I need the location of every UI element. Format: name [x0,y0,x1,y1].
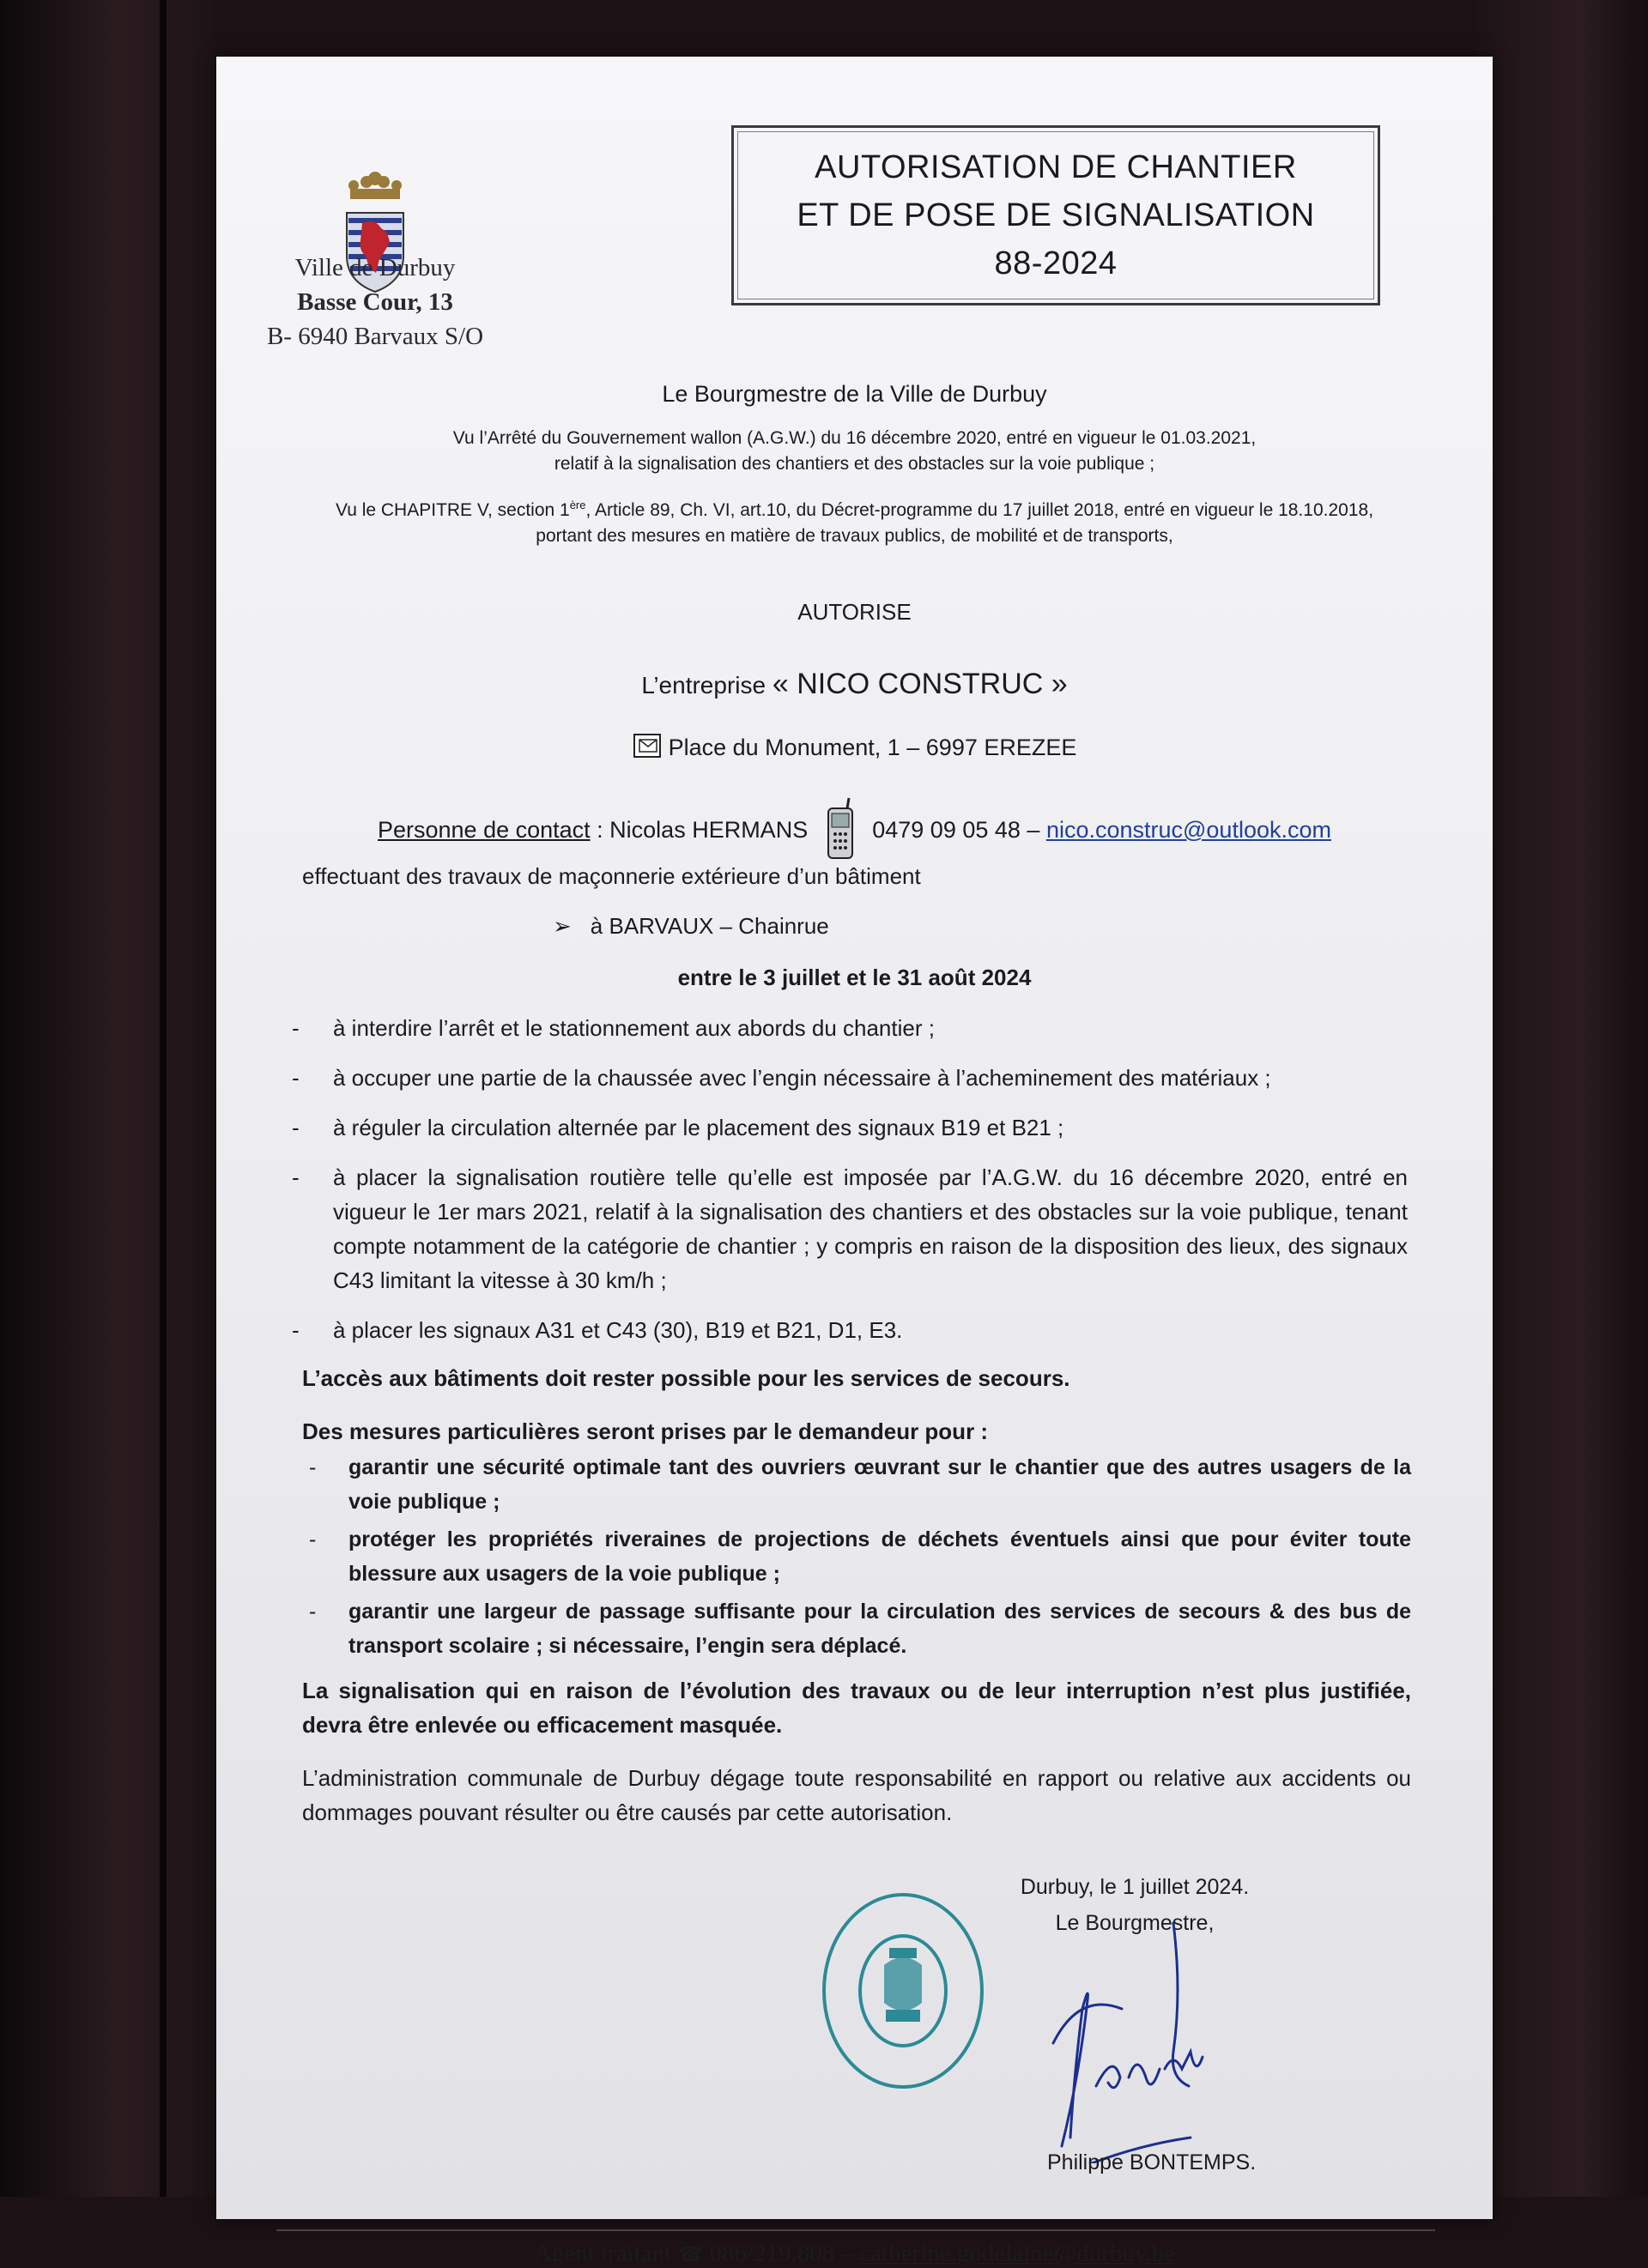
signage-removal-note: La signalisation qui en raison de l’évolution des travaux ou de leur interruption n’est plus justifiée, devra être enlevée ou efficacement masquée. [302,1678,1411,1738]
authorization-item: - à placer les signaux A31 et C43 (30), B19 et B21, D1, E3. [292,1313,1408,1347]
authorization-item: - à réguler la circulation alternée par le placement des signaux B19 et B21 ; [292,1110,1408,1145]
authorization-item: - à occuper une partie de la chaussée avec l’engin nécessaire à l’acheminement des matériaux ; [292,1061,1408,1095]
consideration-2-part-b: , Article 89, Ch. VI, art.10, du Décret-programme du 17 juillet 2018, entré en vigueur le 18.10.2018, [585,500,1374,520]
emergency-access-note: L’accès aux bâtiments doit rester possible pour les services de secours. [302,1365,1070,1391]
company-name: « NICO CONSTRUC » [772,668,1068,700]
signature-role: Le Bourgmestre, [1055,1911,1215,1935]
authorization-list [292,1011,1408,1363]
work-location: à BARVAUX – Chainrue [590,913,829,939]
authority-heading: Le Bourgmestre de la Ville de Durbuy [662,381,1047,407]
arrow-bullet-icon: ➢ [553,913,572,939]
contact-label: Personne de contact [377,817,591,843]
address-line1: Basse Cour, 13 [297,288,453,316]
title-line2: ET DE POSE DE SIGNALISATION [797,197,1315,233]
footer-divider [276,2229,1435,2231]
contact-phone: 0479 09 05 48 – [872,817,1040,843]
consideration-1-line2: relatif à la signalisation des chantiers et des obstacles sur la voie publique ; [554,454,1155,474]
authorizes-heading: AUTORISE [797,599,912,625]
municipality-name: Ville de Durbuy [294,254,456,281]
consideration-2 [216,493,1493,549]
background-right [1476,0,1648,2197]
measure-item: - garantir une largeur de passage suffisante pour la circulation des services de secours & des bus de transport scolaire ; si nécessaire, l’engin sera déplacé. [302,1594,1411,1663]
footer-label: Agent traitant [533,2240,672,2267]
title-box [731,125,1380,305]
title-line1: AUTORISATION DE CHANTIER [815,149,1297,185]
authorization-item: - à placer la signalisation routière telle qu’elle est imposée par l’A.G.W. du 16 décembre 2020, entré en vigueur le 1er mars 2021, relatif à la signalisation des chantiers et des obstacles sur la voie publique, tenant compte notamment de la catégorie de chantier ; y compris en raison de la disposition des lieux, des signaux C43 limitant la vitesse à 30 km/h ; [292,1160,1408,1297]
measures-list [302,1450,1411,1666]
signature-place-date: Durbuy, le 1 juillet 2024. [1020,1875,1250,1899]
consideration-1 [216,426,1493,477]
telephone-icon: ☎ [677,2244,704,2266]
footer-email-link[interactable]: catherine.godelaine@durbuy.be [859,2240,1176,2267]
authorization-number: 88-2024 [994,245,1118,281]
measures-intro: Des mesures particulières seront prises par le demandeur pour : [302,1418,989,1444]
handwritten-signature [1036,1914,1259,2163]
company-address-line [216,733,1493,761]
footer-phone: 086/219.808 – [709,2240,854,2267]
work-description: effectuant des travaux de maçonnerie extérieure d’un bâtiment [302,863,921,889]
company-address: Place du Monument, 1 – 6997 EREZEE [668,735,1077,760]
consideration-2-line2: portant des mesures en matière de travaux publics, de mobilité et de transports, [536,526,1173,546]
background-left [0,0,215,2197]
liability-note: L’administration communale de Durbuy dégage toute responsabilité en rapport ou relative aux accidents ou dommages pouvant résulter ou être causés par cette autorisation. [302,1765,1411,1825]
work-location-line [553,913,829,940]
official-stamp [817,1888,989,2094]
address-line2: B- 6940 Barvaux S/O [266,323,484,350]
contact-email-link[interactable]: nico.construc@outlook.com [1045,817,1331,843]
contact-name: : Nicolas HERMANS [590,817,809,843]
envelope-icon [633,733,662,759]
footer [216,2240,1493,2268]
measure-item: - protéger les propriétés riveraines de projections de déchets éventuels ainsi que pour éviter toute blessure aux usagers de la voie publique ; [302,1522,1411,1591]
consideration-2-sup: ère [569,499,586,511]
company-line [216,668,1493,701]
municipality-address [251,251,500,354]
document-page [216,57,1493,2267]
measure-item: - garantir une sécurité optimale tant des ouvriers œuvrant sur le chantier que des autres usagers de la voie publique ; [302,1450,1411,1519]
company-prefix: L’entreprise [641,672,766,699]
mobile-phone-icon [823,796,857,862]
frame-edge [160,0,167,2197]
consideration-1-line1: Vu l’Arrêté du Gouvernement wallon (A.G.W.) du 16 décembre 2020, entré en vigueur le 01.03.2021, [452,428,1257,448]
contact-line [216,796,1493,862]
work-period: entre le 3 juillet et le 31 août 2024 [677,965,1032,990]
signer-name: Philippe BONTEMPS. [1047,2150,1257,2174]
authorization-item: - à interdire l’arrêt et le stationnement aux abords du chantier ; [292,1011,1408,1045]
consideration-2-part-a: Vu le CHAPITRE V, section 1 [335,500,570,520]
